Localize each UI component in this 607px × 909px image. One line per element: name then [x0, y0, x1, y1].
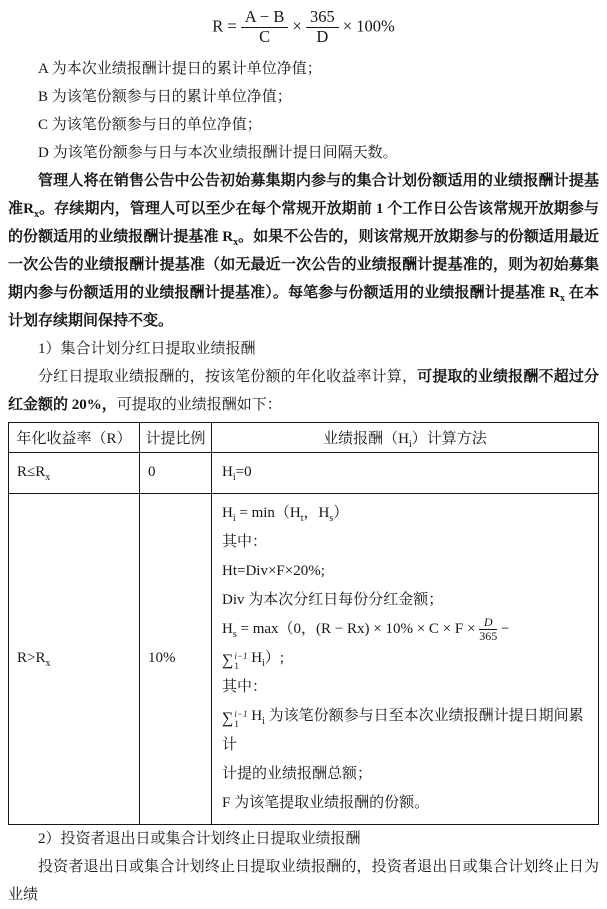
method-line-f-def: F 为该笔提取业绩报酬的份额。	[222, 794, 430, 811]
header-annualized-return: 年化收益率（R）	[9, 422, 140, 452]
method-line-hi-min: $H_i = \min(H_t$，$H_s$）	[222, 504, 349, 524]
ratio-ten-percent: 10%	[140, 493, 212, 824]
header-accrual-ratio: 计提比例	[140, 422, 212, 452]
table-row	[9, 452, 599, 493]
annualized-return-formula: R = $\frac{A - B}{C}$ × $\frac{365}{D}$ × 100%	[212, 7, 395, 46]
ratio-zero: 0	[140, 452, 212, 493]
table-header-row	[9, 422, 599, 452]
manager-announcement-paragraph: 管理人将在销售公告中公告初始募集期内参与的集合计划份额适用的业绩报酬计提基准$R_x$。存续期内，管理人可以至少在每个常规开放期前 1 个工作日公告该常规开放期参与的份额适用的业绩报酬计提基准 $R_x$。如果不公告的，则该常规开放期参与的份额适用最近一次公告的业绩报酬计提基准（如无最近一次公告的业绩报酬计提基准的，则为初始募集期内参与份额适用的业绩报酬计提基准）。每笔参与份额适用的业绩报酬计提基准 $R_x$ 在本计划存续期间保持不变。	[8, 172, 599, 329]
definition-b: B 为该笔份额参与日的累计单位净值；	[38, 88, 292, 105]
method-line-sigma-close: ∑ i−1 1 $H_i$）;	[222, 649, 285, 671]
method-line-ht: Ht=Div×F×20%;	[222, 562, 325, 579]
table-row	[9, 493, 599, 824]
method-cell-zero	[212, 452, 599, 493]
method-line-total-fee: 计提的业绩报酬总额；	[222, 765, 373, 782]
method-line-where-1: 其中：	[222, 533, 268, 550]
method-line-hs-max: $H_s = \max(0$，(R − Rx) × 10% × C × F × $\frac{D}{365}$ −	[222, 615, 510, 643]
section-1-heading: 1）集合计划分红日提取业绩报酬	[38, 340, 256, 357]
section-2-heading: 2）投资者退出日或集合计划终止日提取业绩报酬	[38, 830, 361, 847]
method-line-div-def: Div 为本次分红日每份分红金额；	[222, 591, 444, 608]
definition-a: A 为本次业绩报酬计提日的累计单位净值；	[38, 60, 322, 77]
exit-day-paragraph: 投资者退出日或集合计划终止日提取业绩报酬的，投资者退出日或集合计划终止日为业绩	[8, 858, 599, 903]
method-line-sigma-def: ∑ i−1 1 $H_i$ 为该笔份额参与日至本次业绩报酬计提日期间累计	[222, 707, 584, 753]
method-line-where-2: 其中：	[222, 678, 268, 695]
method-cell-formula	[212, 493, 599, 824]
dividend-day-paragraph: 分红日提取业绩报酬的，按该笔份额的年化收益率计算，可提取的业绩报酬不超过分红金额的 20%，可提取的业绩报酬如下：	[8, 368, 599, 413]
definition-d: D 为该笔份额参与日与本次业绩报酬计提日间隔天数。	[38, 144, 398, 161]
header-fee-calculation-method: 业绩报酬$(H_i)$计算方法	[212, 422, 599, 452]
method-line: $H_i=0$	[222, 463, 252, 483]
condition-r-below-base: $R\le R_x$	[9, 452, 140, 493]
definition-c: C 为该笔份额参与日的单位净值；	[38, 116, 262, 133]
condition-r-above-base: $R>R_x$	[9, 493, 140, 824]
performance-fee-table	[8, 422, 599, 825]
